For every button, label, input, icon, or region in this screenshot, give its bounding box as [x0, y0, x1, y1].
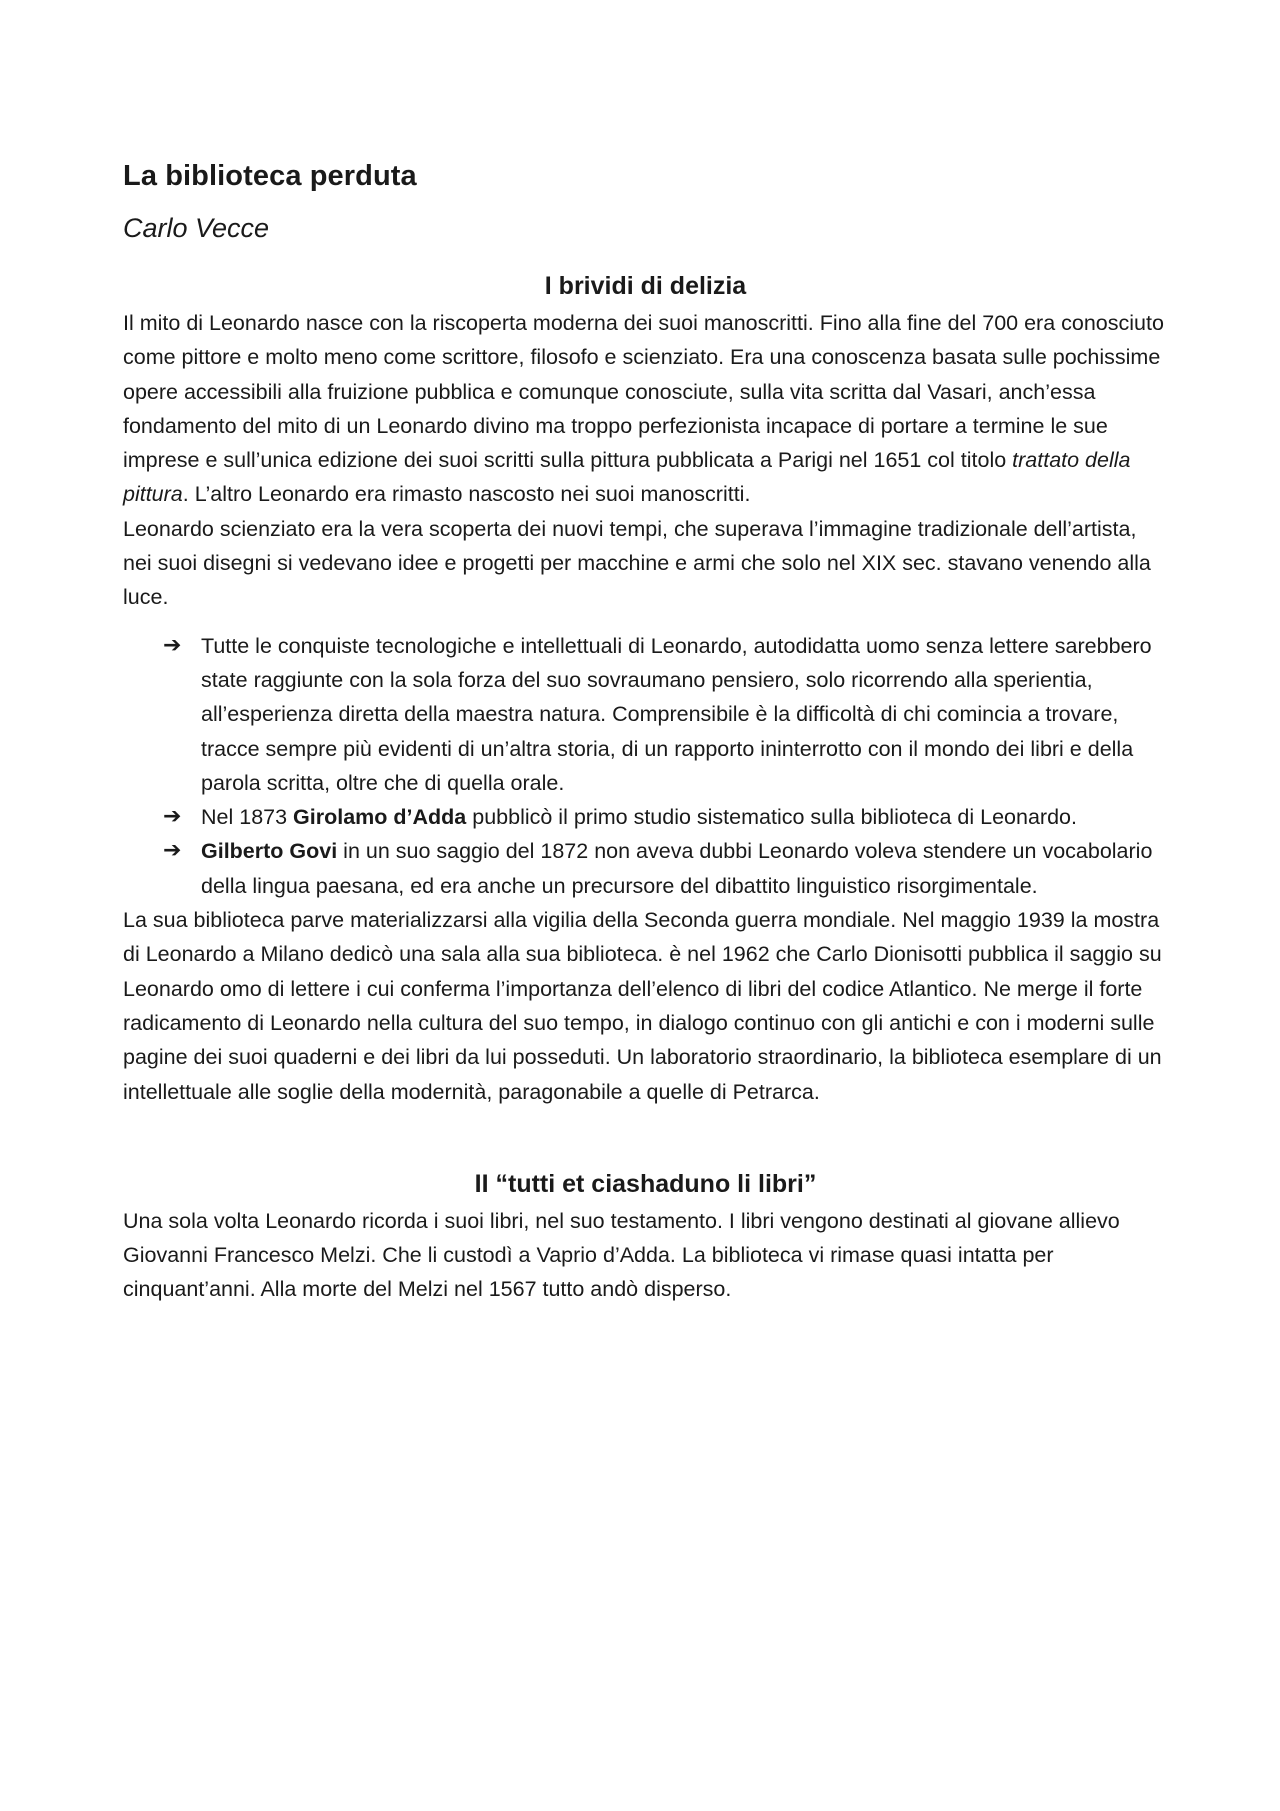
paragraph-testamento: Una sola volta Leonardo ricorda i suoi libri, nel suo testamento. I libri vengono destinati al giovane allievo Giovanni Francesco Melzi. Che li custodì a Vaprio d’Adda. La biblioteca vi rimase quasi intatta per cinquant’anni. Alla morte del Melzi nel 1567 tutto andò disperso.	[123, 1208, 1120, 1302]
section-heading-brividi: I brividi di delizia	[544, 272, 747, 300]
bullet-text: Tutte le conquiste tecnologiche e intellettuali di Leonardo, autodidatta uomo senza lettere sarebbero state raggiunte con la sola forza del suo sovraumano pensiero, solo ricorrendo alla sperientia, all’esperienza diretta della maestra natura. Comprensibile è la difficoltà di chi comincia a trovare, tracce sempre più evidenti di un’altra storia, di un rapporto ininterrotto con il mondo dei libri e della parola scritta, oltre che di quella orale.	[201, 633, 1152, 795]
arrow-right-icon: ➔	[163, 632, 182, 658]
bullet-bold-name: Girolamo d’Adda	[293, 805, 467, 830]
paragraph-mito-text-a: Il mito di Leonardo nasce con la riscoperta moderna dei suoi manoscritti. Fino alla fine del 700 era conosciuto come pittore e molto meno come scrittore, filosofo e scienziato. Era una conoscenza basata sulle pochissime opere accessibili alla fruizione pubblica e comunque conosciute, sulla vita scritta dal Vasari, anch’essa fondamento del mito di un Leonardo divino ma troppo perfezionista incapace di portare a termine le sue imprese e sull’unica edizione dei suoi scritti sulla pittura pubblicata a Parigi nel 1651 col titolo	[123, 311, 1164, 473]
bullet-text-post: pubblicò il primo studio sistematico sulla biblioteca di Leonardo.	[466, 805, 1077, 830]
bullet-text-post: in un suo saggio del 1872 non aveva dubbi Leonardo voleva stendere un vocabolario della lingua paesana, ed era anche un precursore del dibattito linguistico risorgimentale.	[201, 839, 1153, 898]
paragraph-mito-text-b: . L’altro Leonardo era rimasto nascosto nei suoi manoscritti.	[182, 482, 751, 507]
document-title: La biblioteca perduta	[123, 160, 417, 192]
arrow-right-icon: ➔	[163, 804, 182, 830]
document-author: Carlo Vecce	[123, 213, 270, 243]
paragraph-biblioteca: La sua biblioteca parve materializzarsi alla vigilia della Seconda guerra mondiale. Nel maggio 1939 la mostra di Leonardo a Milano dedicò una sala alla sua biblioteca. è nel 1962 che Carlo Dionisotti pubblica il saggio su Leonardo omo di lettere i cui conferma l’importanza dell’elenco di libri del codice Atlantico. Ne merge il forte radicamento di Leonardo nella cultura del suo tempo, in dialogo continuo con gli antichi e con i moderni sulle pagine dei suoi quaderni e dei libri da lui posseduti. Un laboratorio straordinario, la biblioteca esemplare di un intellettuale alle soglie della modernità, paragonabile a quelle di Petrarca.	[123, 908, 1162, 1104]
bullet-item-conquiste	[123, 629, 1168, 800]
arrow-right-icon: ➔	[163, 838, 182, 864]
bullet-item-govi	[123, 834, 1168, 903]
paragraph-mito	[123, 306, 1168, 512]
bullet-item-dadda	[123, 800, 1168, 834]
paragraph-scienziato: Leonardo scienziato era la vera scoperta dei nuovi tempi, che superava l’immagine tradizionale dell’artista, nei suoi disegni si vedevano idee e progetti per macchine e armi che solo nel XIX sec. stavano venendo alla luce.	[123, 516, 1151, 610]
document-content	[123, 150, 1168, 1307]
paragraph-mito-italic-title: trattato della pittura	[123, 448, 1131, 507]
bullet-list	[123, 629, 1168, 903]
bullet-text-pre: Nel 1873	[201, 805, 294, 830]
section-heading-tutti: II “tutti et ciashaduno li libri”	[474, 1169, 817, 1198]
bullet-bold-name: Gilberto Govi	[201, 839, 338, 864]
